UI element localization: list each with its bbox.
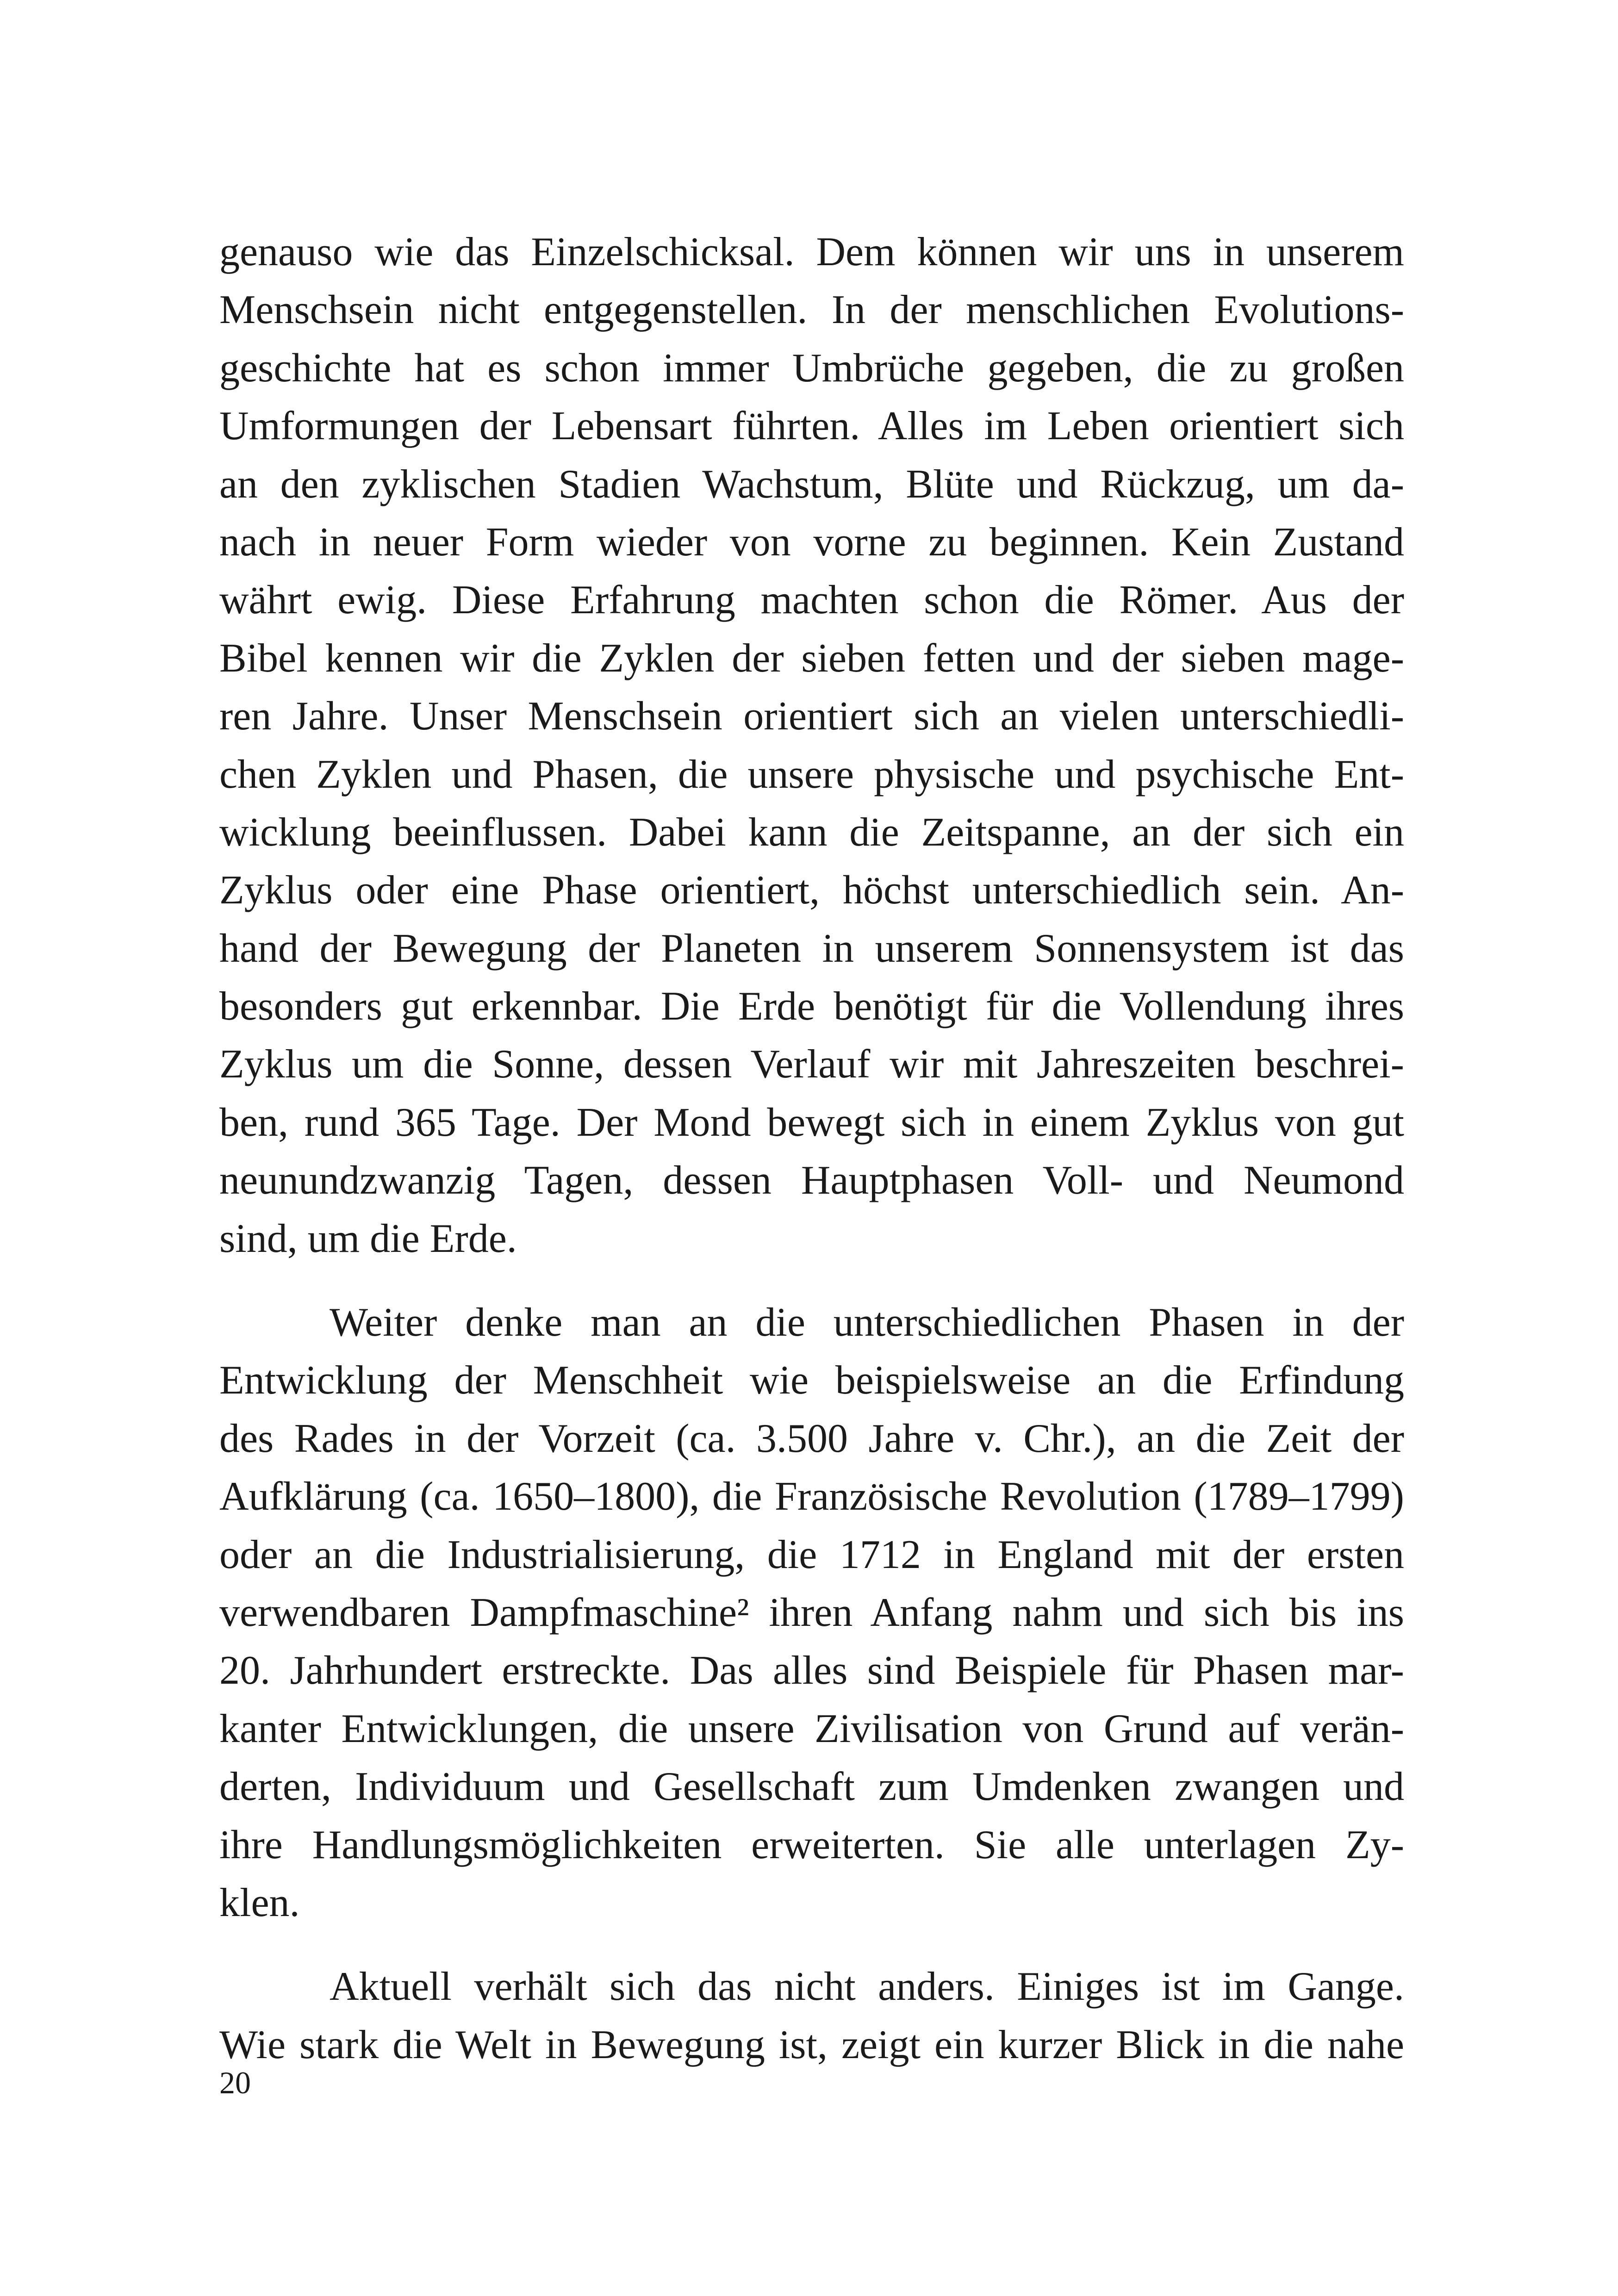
text-line: Menschsein nicht entgegenstellen. In der menschlichen Evolutions- bbox=[219, 287, 1404, 333]
text-line: an den zyklischen Stadien Wachstum, Blüte und Rückzug, um da- bbox=[219, 461, 1404, 507]
body-text bbox=[219, 223, 1404, 2074]
text-line: wicklung beeinflussen. Dabei kann die Zeitspanne, an der sich ein bbox=[219, 809, 1404, 855]
text-line: besonders gut erkennbar. Die Erde benötigt für die Vollendung ihres bbox=[219, 984, 1404, 1029]
text-line: genauso wie das Einzelschicksal. Dem können wir uns in unserem bbox=[219, 230, 1404, 274]
text-line: Zyklus um die Sonne, dessen Verlauf wir mit Jahreszeiten beschrei- bbox=[219, 1042, 1404, 1087]
text-line: ihre Handlungsmöglichkeiten erweiterten. Sie alle unterlagen Zy- bbox=[219, 1822, 1404, 1867]
text-line: Entwicklung der Menschheit wie beispielsweise an die Erfindung bbox=[219, 1358, 1404, 1403]
text-line: Bibel kennen wir die Zyklen der sieben fetten und der sieben mage- bbox=[219, 635, 1404, 681]
paragraph-spacer bbox=[219, 1268, 1404, 1294]
text-line: nach in neuer Form wieder von vorne zu beginnen. Kein Zustand bbox=[219, 519, 1404, 565]
text-line: währt ewig. Diese Erfahrung machten schon die Römer. Aus der bbox=[219, 578, 1404, 623]
text-line: 20. Jahrhundert erstreckte. Das alles sind Beispiele für Phasen mar- bbox=[219, 1648, 1404, 1693]
text-line: hand der Bewegung der Planeten in unserem Sonnensystem ist das bbox=[219, 926, 1404, 971]
text-line: verwendbaren Dampfmaschine² ihren Anfang nahm und sich bis ins bbox=[219, 1590, 1404, 1635]
text-line: chen Zyklen und Phasen, die unsere physische und psychische Ent- bbox=[219, 752, 1404, 797]
text-line: derten, Individuum und Gesellschaft zum Umdenken zwangen und bbox=[219, 1764, 1404, 1810]
text-line: Wie stark die Welt in Bewegung ist, zeigt ein kurzer Blick in die nahe bbox=[219, 2022, 1404, 2067]
text-line: klen. bbox=[219, 1880, 300, 1925]
text-line: geschichte hat es schon immer Umbrüche gegeben, die zu großen bbox=[219, 345, 1404, 391]
text-line: ren Jahre. Unser Menschsein orientiert sich an vielen unterschiedli- bbox=[219, 694, 1404, 739]
text-line: Aufklärung (ca. 1650–1800), die Französische Revolution (1789–1799) bbox=[219, 1474, 1404, 1519]
text-line: neunundzwanzig Tagen, dessen Hauptphasen Voll- und Neumond bbox=[219, 1158, 1404, 1203]
text-line: oder an die Industrialisierung, die 1712 in England mit der ersten bbox=[219, 1532, 1404, 1577]
page-number: 20 bbox=[219, 2065, 251, 2100]
text-line: Umformungen der Lebensart führten. Alles im Leben orientiert sich bbox=[219, 404, 1404, 449]
text-line: sind, um die Erde. bbox=[219, 1216, 517, 1261]
text-line: ben, rund 365 Tage. Der Mond bewegt sich in einem Zyklus von gut bbox=[219, 1100, 1404, 1145]
paragraph-spacer bbox=[219, 1932, 1404, 1958]
text-line: Weiter denke man an die unterschiedlichen Phasen in der bbox=[330, 1300, 1404, 1345]
text-line: des Rades in der Vorzeit (ca. 3.500 Jahre v. Chr.), an die Zeit der bbox=[219, 1416, 1404, 1461]
text-line: Zyklus oder eine Phase orientiert, höchst unterschiedlich sein. An- bbox=[219, 868, 1404, 913]
text-line: Aktuell verhält sich das nicht anders. Einiges ist im Gange. bbox=[330, 1964, 1404, 2010]
text-line: kanter Entwicklungen, die unsere Zivilisation von Grund auf verän- bbox=[219, 1706, 1404, 1751]
